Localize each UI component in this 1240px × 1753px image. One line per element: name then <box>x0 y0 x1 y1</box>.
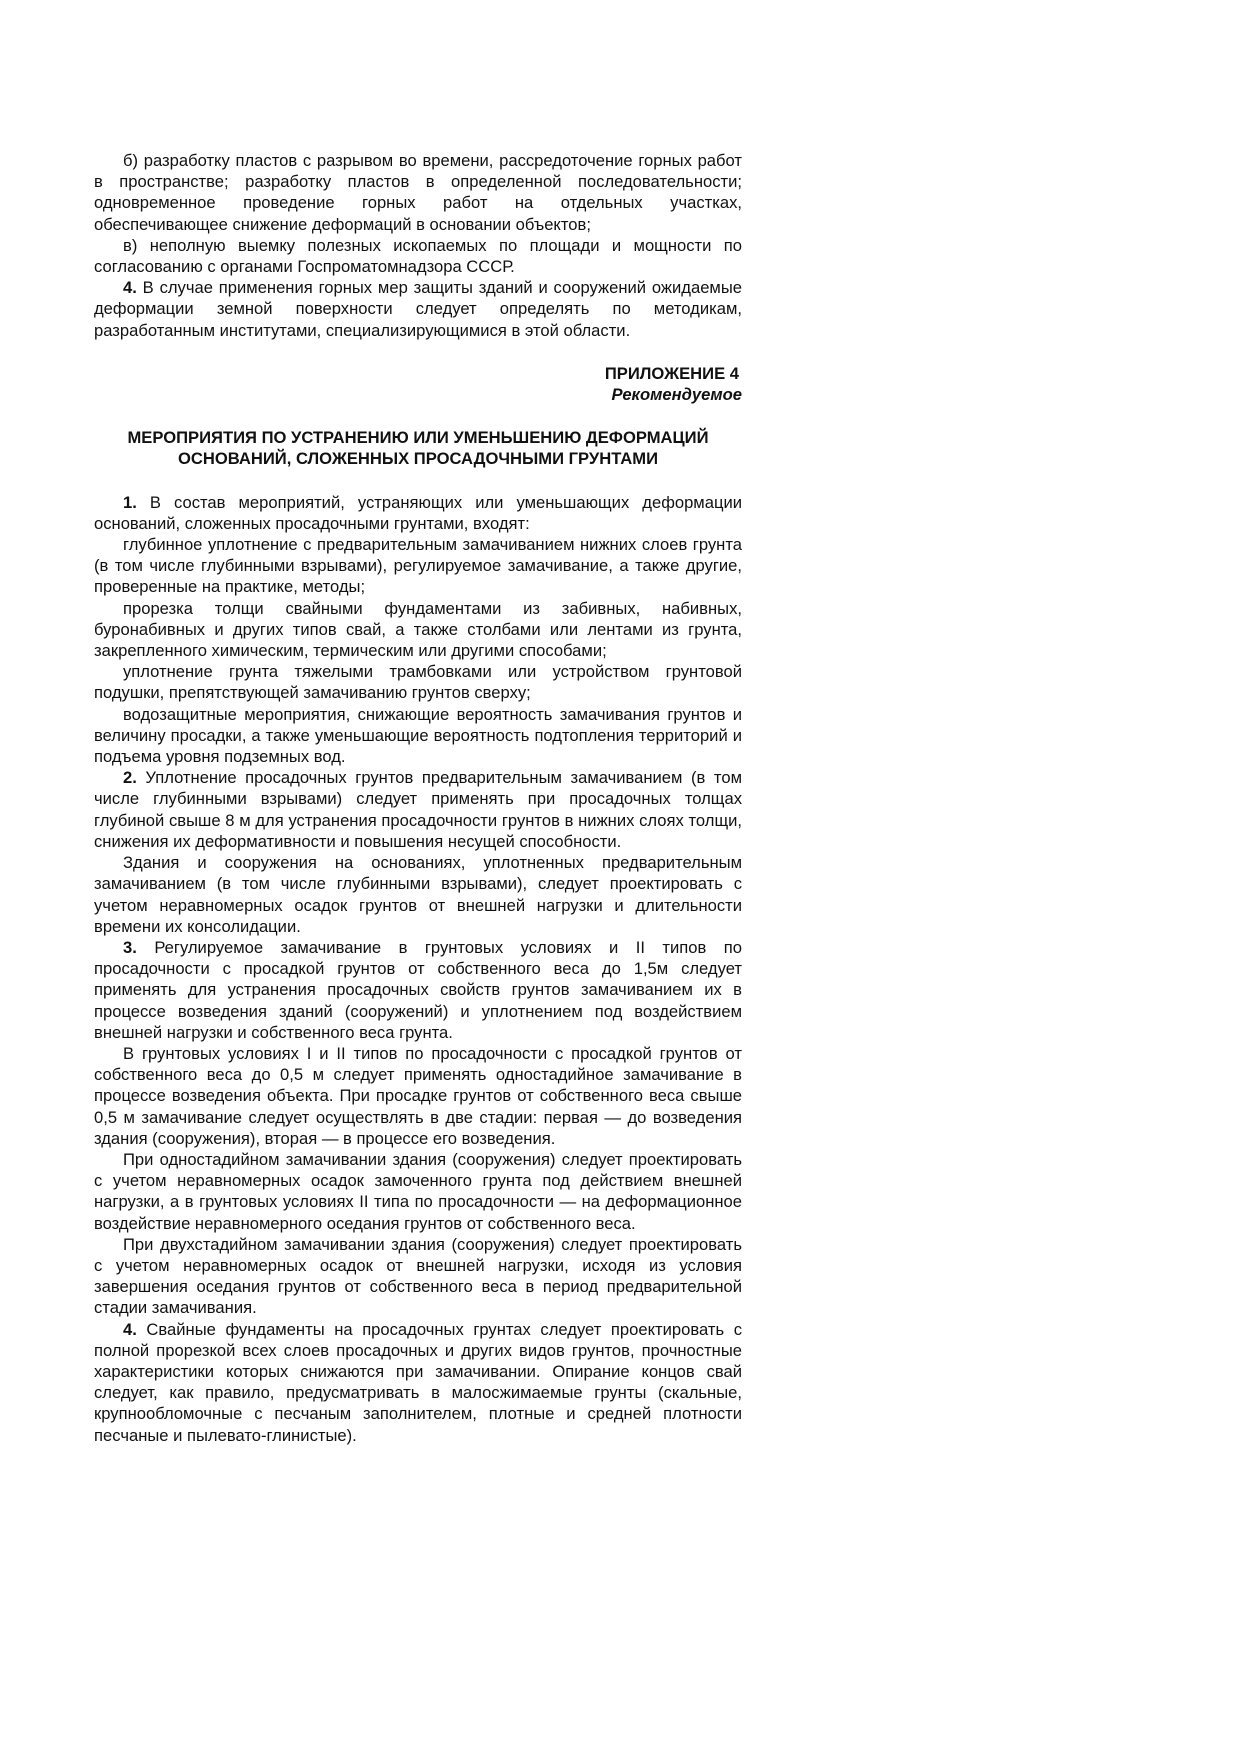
paragraph-text: в) неполную выемку полезных ископаемых по площади и мощности по согласованию с органами Госпроматомнадзора СССР. <box>94 235 742 277</box>
paragraph-text: Уплотнение просадочных грунтов предварительным замачиванием (в том числе глубинными взрывами) следует применять при просадочных толщах глубиной свыше 8 м для устранения просадочности грунтов в нижних слоях толщи, снижения их деформативности и повышения несущей способности. <box>94 768 742 851</box>
appendix-subtitle: Рекомендуемое <box>611 385 742 405</box>
paragraph-number: 2. <box>123 768 137 788</box>
paragraph-text: уплотнение грунта тяжелыми трамбовками или устройством грунтовой подушки, препятствующей замачиванию грунтов сверху; <box>94 662 742 703</box>
paragraph <box>94 1319 742 1446</box>
paragraph-text: водозащитные мероприятия, снижающие вероятность замачивания грунтов и величину просадки, а также уменьшающие вероятность подтопления территорий и подъема уровня подземных вод. <box>94 704 742 767</box>
paragraph <box>94 277 742 341</box>
paragraph-text: б) разработку пластов с разрывом во времени, рассредоточение горных работ в пространстве; разработку пластов в определенной последовательности; одновременное проведение горных работ на отдельных участках, обеспечивающее снижение деформаций в основании объектов; <box>94 151 742 234</box>
paragraph-number: 4. <box>123 1319 137 1339</box>
intro-section <box>94 150 742 341</box>
paragraph-text: При двухстадийном замачивании здания (сооружения) следует проектировать с учетом неравномерных осадок от внешней нагрузки, исходя из условия завершения оседания грунтов от собственного веса в период предварительной стадии замачивания. <box>94 1234 742 1318</box>
paragraph-text: Здания и сооружения на основаниях, уплотненных предварительным замачиванием (в том числе глубинными взрывами), следует проектировать с учетом неравномерных осадок грунтов от внешней нагрузки и длительности времени их консолидации. <box>94 853 742 936</box>
paragraph <box>94 534 742 598</box>
appendix-header <box>94 363 742 405</box>
paragraph-text: Регулируемое замачивание в грунтовых условиях и II типов по просадочности с просадкой грунтов от собственного веса до 1,5м следует применять для устранения просадочных свойств грунтов замачиванием их в процессе возведения зданий (сооружений) и уплотнением под воздействием внешней нагрузки и собственного веса грунта. <box>94 937 742 1042</box>
paragraph <box>94 1043 742 1149</box>
paragraph-number: 1. <box>123 492 137 512</box>
paragraph <box>94 704 742 768</box>
paragraph-text: прорезка толщи свайными фундаментами из забивных, набивных, буронабивных и других типов свай, а также столбами или лентами из грунта, закрепленного химическим, термическим или другими способами; <box>94 598 742 661</box>
paragraph <box>94 1234 742 1319</box>
paragraph <box>94 150 742 235</box>
paragraph-number: 4. <box>123 278 137 298</box>
paragraph-text: Свайные фундаменты на просадочных грунтах следует проектировать с полной прорезкой всех слоев просадочных и других видов грунтов, прочностные характеристики которых снижаются при замачивании. Опирание концов свай следует, как правило, предусматривать в малосжимаемые грунты (скальные, крупнообломочные с песчаным заполнителем, плотные и средней плотности песчаные и пылевато-глинистые). <box>94 1319 742 1445</box>
paragraph <box>94 852 742 937</box>
paragraph-number: 3. <box>123 937 137 957</box>
appendix-title: ПРИЛОЖЕНИЕ 4 <box>604 363 739 383</box>
body-section <box>94 492 742 1446</box>
paragraph-text: В грунтовых условиях I и II типов по просадочности с просадкой грунтов от собственного веса до 0,5 м следует применять одностадийное замачивание в процессе возведения объекта. При просадке грунтов от собственного веса свыше 0,5 м замачивание следует осуществлять в две стадии: первая — до возведения здания (сооружения), вторая — в процессе его возведения. <box>94 1043 742 1148</box>
paragraph <box>94 767 742 852</box>
paragraph <box>94 661 742 703</box>
paragraph <box>94 598 742 662</box>
document-page <box>94 150 742 1446</box>
paragraph <box>94 492 742 534</box>
paragraph <box>94 1149 742 1234</box>
paragraph-text: При одностадийном замачивании здания (сооружения) следует проектировать с учетом неравномерных осадок замоченного грунта под действием внешней нагрузки, а в грунтовых условиях II типа по просадочности — на деформационное воздействие неравномерного оседания грунтов от собственного веса. <box>94 1149 742 1233</box>
section-heading: МЕРОПРИЯТИЯ ПО УСТРАНЕНИЮ ИЛИ УМЕНЬШЕНИЮ ДЕФОРМАЦИЙ ОСНОВАНИЙ, СЛОЖЕННЫХ ПРОСАДОЧНЫМИ ГРУНТАМИ <box>127 428 709 469</box>
paragraph <box>94 235 742 277</box>
paragraph-text: глубинное уплотнение с предварительным замачиванием нижних слоев грунта (в том числе глубинными взрывами), регулируемое замачивание, а также другие, проверенные на практике, методы; <box>94 535 742 597</box>
paragraph-text: В состав мероприятий, устраняющих или уменьшающих деформации оснований, сложенных просадочными грунтами, входят: <box>94 492 742 533</box>
paragraph <box>94 937 742 1043</box>
paragraph-text: В случае применения горных мер защиты зданий и сооружений ожидаемые деформации земной поверхности следует определять по методикам, разработанным институтами, специализирующимися в этой области. <box>94 278 742 340</box>
